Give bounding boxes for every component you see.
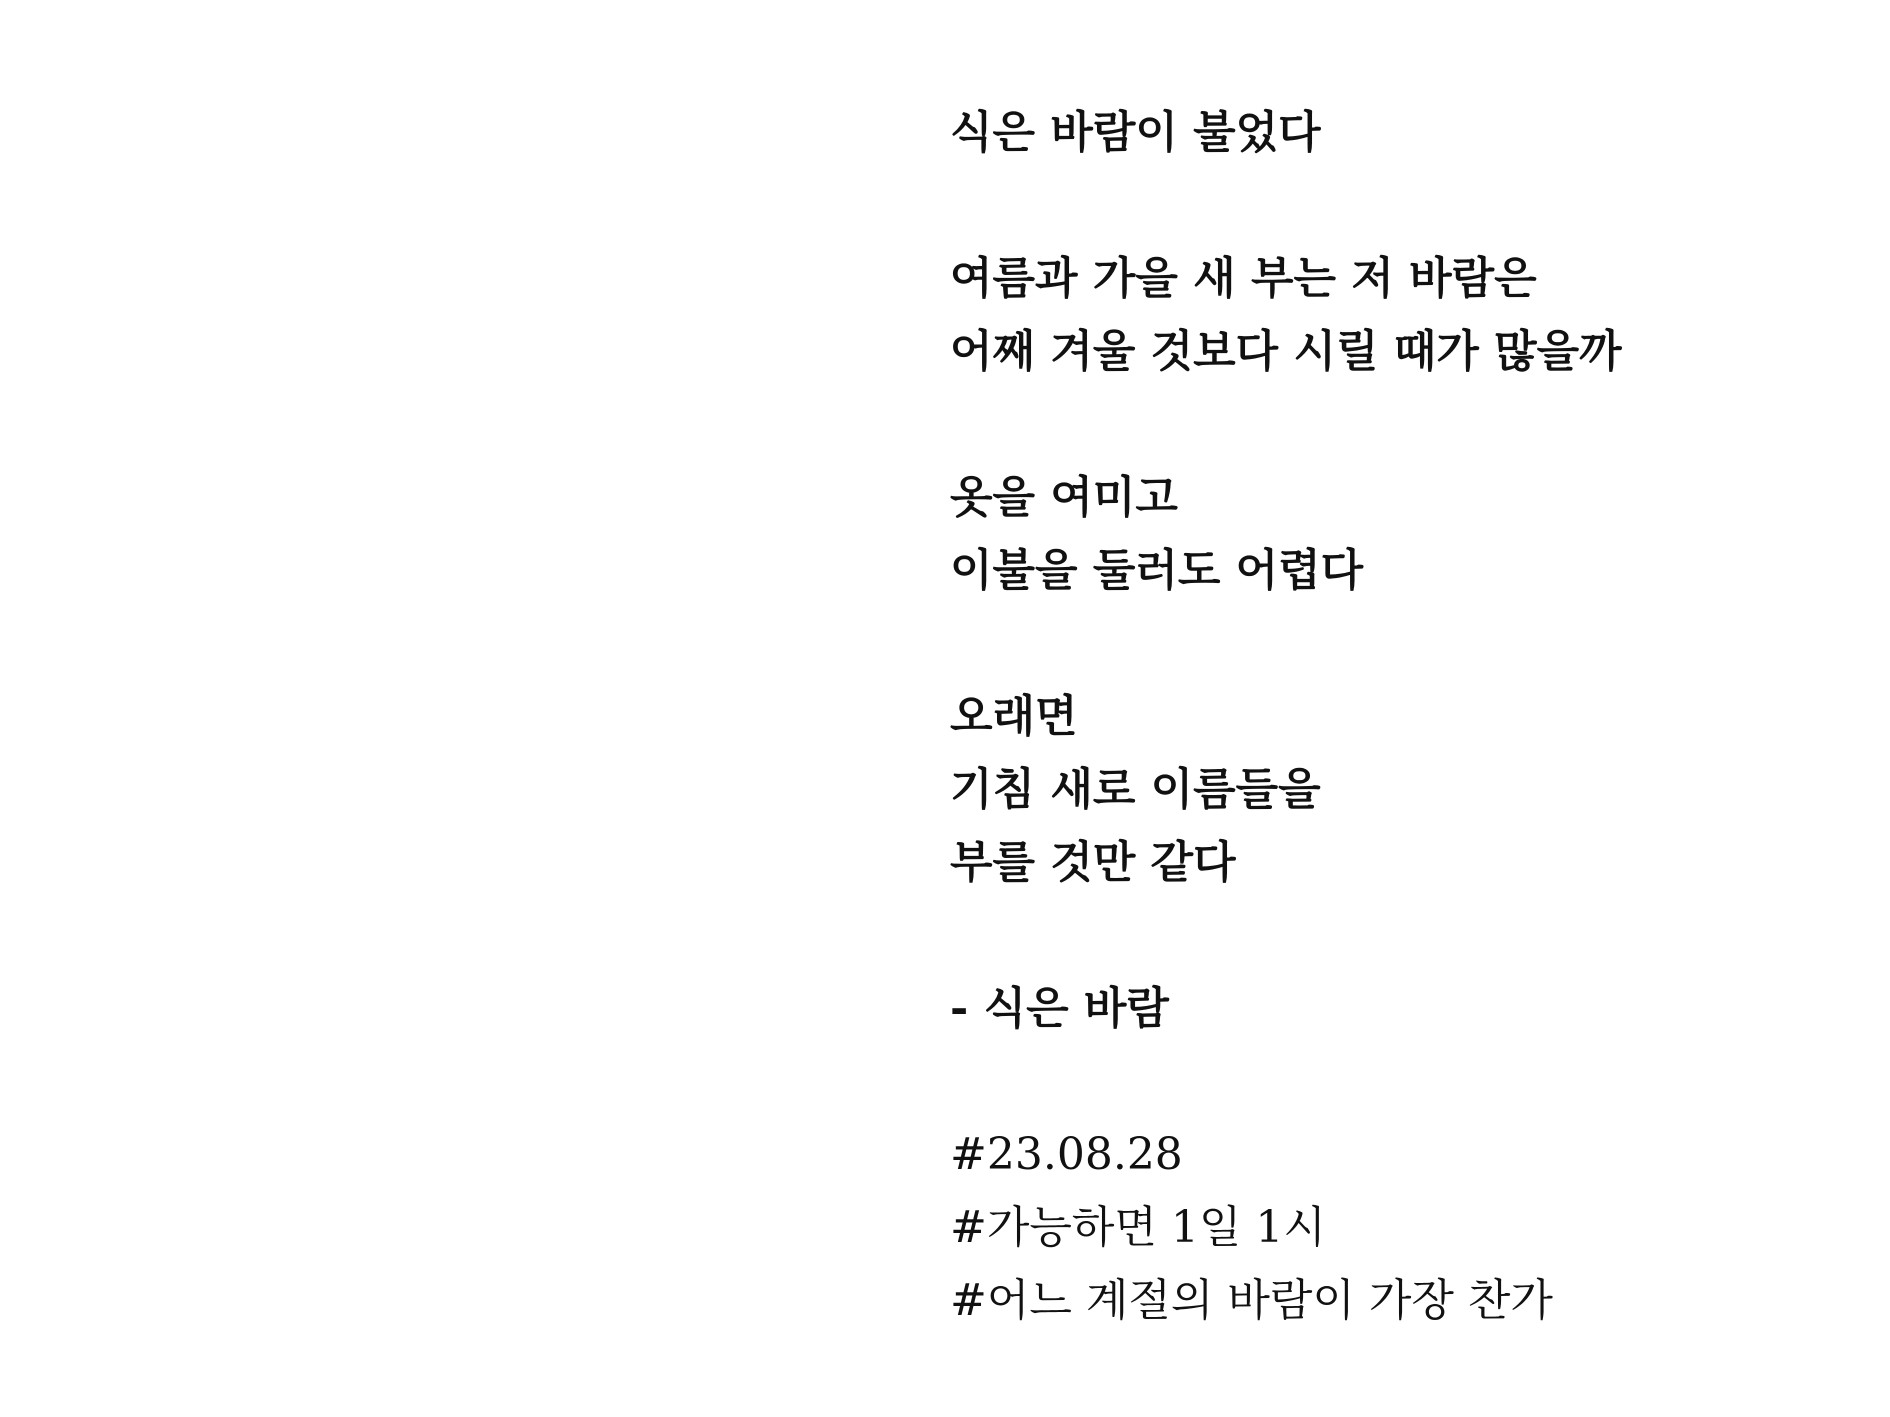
stanza-divider (950, 169, 1850, 242)
poem-line: 옷을 여미고 (950, 472, 1178, 523)
poem-block (950, 96, 1850, 1337)
hashtag-series: #가능하면 1일 1시 (950, 1202, 1326, 1253)
stanza-divider (950, 607, 1850, 680)
stanza-divider (950, 388, 1850, 461)
stanza-divider (950, 899, 1850, 972)
hashtag-date: #23.08.28 (950, 1129, 1183, 1180)
poem-line: 오래면 (950, 691, 1078, 742)
poem-line: 여름과 가을 새 부는 저 바람은 (950, 253, 1537, 304)
hashtag-topic: #어느 계절의 바람이 가장 찬가 (950, 1275, 1553, 1326)
poem-line: 기침 새로 이름들을 (950, 764, 1321, 815)
stanza-divider (950, 1045, 1850, 1118)
poem-line: 어째 겨울 것보다 시릴 때가 많을까 (950, 326, 1622, 377)
poem-line: 부를 것만 같다 (950, 837, 1236, 888)
poem-signature: - 식은 바람 (950, 983, 1169, 1034)
poem-title: 식은 바람이 불었다 (950, 107, 1321, 158)
poem-line: 이불을 둘러도 어렵다 (950, 545, 1364, 596)
